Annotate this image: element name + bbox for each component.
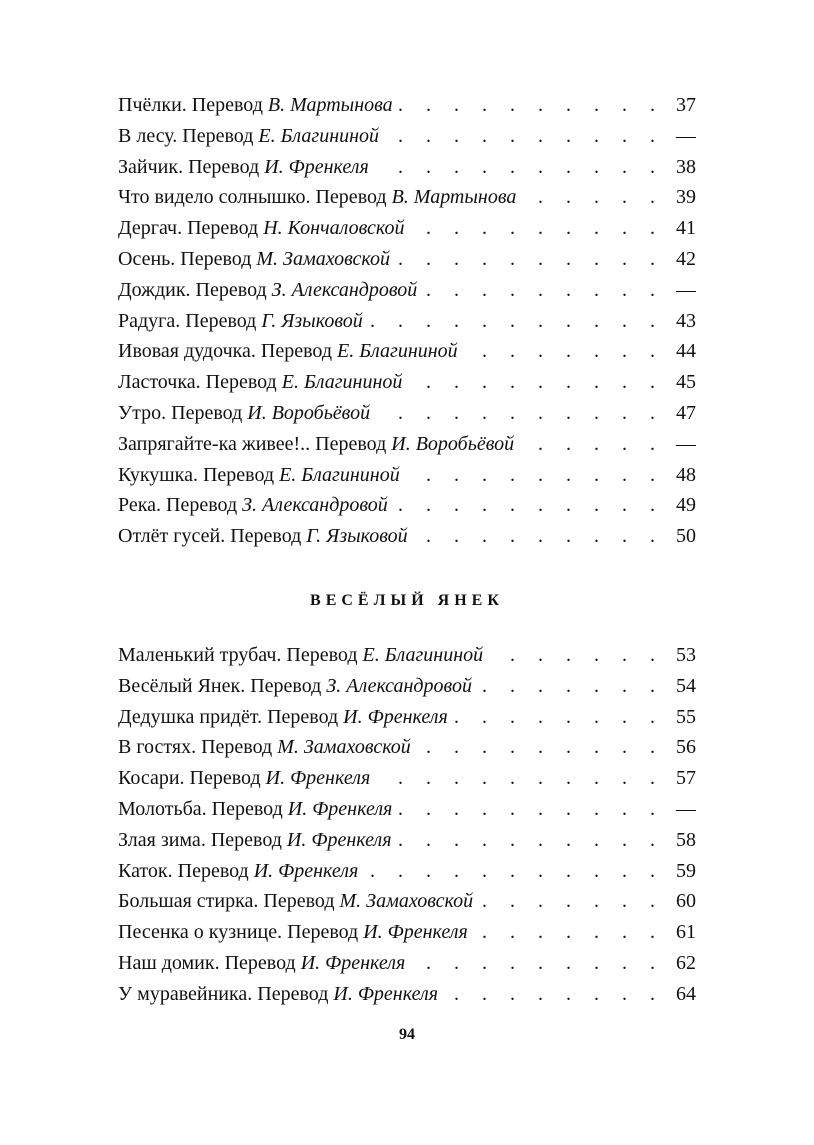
entry-translator: Е. Благининой	[337, 340, 458, 363]
entry-page: 38	[676, 155, 696, 178]
entry-title	[118, 306, 363, 337]
entry-work-title: Ивовая дудочка. Перевод	[118, 340, 338, 363]
toc-entry	[118, 794, 696, 825]
entry-title	[118, 182, 516, 213]
entry-translator: И. Воробьёвой	[247, 401, 371, 424]
toc-entry	[118, 825, 696, 856]
entry-translator: И. Воробьёвой	[391, 432, 515, 455]
entry-work-title: Утро. Перевод	[118, 401, 248, 424]
entry-page: 44	[676, 340, 696, 363]
toc-entry	[118, 429, 696, 460]
entry-title	[118, 640, 483, 671]
entry-translator: З. Александровой	[326, 674, 472, 697]
entry-translator: М. Замаховской	[339, 890, 474, 913]
entry-title	[118, 244, 390, 275]
entry-title	[118, 121, 379, 152]
entry-page: 48	[676, 463, 696, 486]
dot-leader	[364, 856, 664, 887]
entry-page: 62	[676, 951, 696, 974]
toc-entry	[118, 460, 696, 491]
entry-work-title: Кукушка. Перевод	[118, 463, 280, 486]
entry-work-title: Ласточка. Перевод	[118, 371, 282, 394]
entry-translator: И. Френкеля	[343, 705, 448, 728]
entry-title	[118, 152, 369, 183]
entry-page: 39	[676, 186, 696, 209]
entry-title	[118, 948, 405, 979]
entry-translator: М. Замаховской	[277, 736, 411, 759]
toc-entry	[118, 917, 696, 948]
entry-translator: Н. Кончаловской	[263, 217, 405, 240]
entry-title	[118, 398, 370, 429]
entry-translator: Е. Благининой	[362, 643, 484, 666]
entry-page: 41	[676, 217, 696, 240]
entry-page: 49	[676, 494, 696, 517]
entry-work-title: У муравейника. Перевод	[118, 982, 334, 1005]
entry-title	[118, 702, 448, 733]
section-heading: ВЕСЁЛЫЙ ЯНЕК	[310, 591, 504, 609]
dot-leader	[411, 948, 664, 979]
entry-title	[118, 763, 370, 794]
entry-page: 54	[676, 674, 696, 697]
entry-translator: В. Мартынова	[267, 94, 393, 116]
dot-leader	[369, 306, 664, 337]
toc-entry	[118, 213, 696, 244]
dot-leader	[522, 182, 664, 213]
toc-entry	[118, 521, 696, 552]
entry-translator: З. Александровой	[271, 278, 418, 301]
table-of-contents	[118, 90, 696, 1010]
dot-leader	[399, 90, 664, 121]
toc-entry	[118, 121, 696, 152]
entry-work-title: В гостях. Перевод	[118, 736, 278, 759]
dot-leader	[489, 640, 664, 671]
toc-section-2	[118, 640, 696, 1010]
toc-entry	[118, 640, 696, 671]
dot-leader	[398, 825, 664, 856]
toc-entry	[118, 182, 696, 213]
toc-entry	[118, 90, 696, 121]
entry-title	[118, 429, 514, 460]
entry-translator: И. Френкеля	[264, 155, 369, 178]
entry-translator: И. Френкеля	[286, 828, 392, 851]
dot-leader	[394, 490, 664, 521]
entry-page: —	[676, 432, 696, 455]
entry-work-title: Маленький трубач. Перевод	[118, 643, 363, 666]
dot-leader	[385, 121, 664, 152]
entry-page: 64	[676, 982, 696, 1005]
entry-page: 47	[676, 401, 696, 424]
toc-entry	[118, 367, 696, 398]
entry-translator: И. Френкеля	[265, 767, 371, 790]
entry-translator: Е. Благининой	[258, 124, 380, 147]
entry-page: 57	[676, 767, 696, 790]
dot-leader	[398, 794, 664, 825]
dot-leader	[423, 275, 664, 306]
entry-page: 50	[676, 525, 696, 548]
toc-entry	[118, 763, 696, 794]
dot-leader	[414, 521, 664, 552]
entry-work-title: Что видело солнышко. Перевод	[118, 186, 392, 209]
dot-leader	[454, 702, 664, 733]
entry-work-title: Река. Перевод	[118, 494, 243, 517]
entry-work-title: Пчёлки. Перевод	[118, 94, 268, 116]
entry-page: 58	[676, 828, 696, 851]
dot-leader	[520, 429, 664, 460]
entry-translator: И. Френкеля	[363, 921, 468, 944]
entry-title	[118, 794, 392, 825]
toc-entry	[118, 979, 696, 1010]
dot-leader	[444, 979, 664, 1010]
dot-leader	[408, 367, 664, 398]
toc-entry	[118, 336, 696, 367]
dot-leader	[474, 917, 664, 948]
entry-work-title: Отлёт гусей. Перевод	[118, 525, 307, 548]
dot-leader	[376, 763, 664, 794]
entry-page: 55	[676, 705, 696, 728]
entry-translator: Е. Благининой	[279, 463, 400, 486]
toc-section-1	[118, 90, 696, 552]
entry-title	[118, 732, 411, 763]
entry-translator: М. Замаховской	[256, 247, 390, 270]
entry-work-title: Косари. Перевод	[118, 767, 266, 790]
entry-title	[118, 886, 473, 917]
dot-leader	[479, 886, 664, 917]
entry-work-title: Наш домик. Перевод	[118, 951, 301, 974]
entry-page: 61	[676, 921, 696, 944]
dot-leader	[417, 732, 664, 763]
entry-work-title: Дедушка придёт. Перевод	[118, 705, 344, 728]
toc-entry	[118, 671, 696, 702]
entry-work-title: Молотьба. Перевод	[118, 797, 288, 820]
entry-translator: И. Френкеля	[333, 982, 438, 1005]
toc-entry	[118, 856, 696, 887]
entry-title	[118, 336, 458, 367]
entry-title	[118, 213, 405, 244]
toc-entry	[118, 732, 696, 763]
entry-title	[118, 856, 358, 887]
entry-title	[118, 490, 388, 521]
entry-work-title: Дергач. Перевод	[118, 217, 264, 240]
entry-title	[118, 671, 472, 702]
toc-entry	[118, 275, 696, 306]
entry-translator: И. Френкеля	[287, 797, 393, 820]
dot-leader	[375, 152, 664, 183]
entry-page: 53	[676, 643, 696, 666]
toc-entry	[118, 886, 696, 917]
entry-translator: Г. Языковой	[306, 525, 408, 548]
entry-title	[118, 275, 417, 306]
dot-leader	[478, 671, 664, 702]
toc-entry	[118, 948, 696, 979]
entry-work-title: Запрягайте-ка живее!.. Перевод	[118, 432, 392, 455]
entry-title	[118, 460, 400, 491]
entry-title	[118, 825, 392, 856]
toc-entry	[118, 398, 696, 429]
entry-work-title: Злая зима. Перевод	[118, 828, 287, 851]
entry-work-title: Дождик. Перевод	[118, 278, 272, 301]
entry-work-title: Песенка о кузнице. Перевод	[118, 921, 364, 944]
entry-page: 60	[676, 890, 696, 913]
toc-entry	[118, 702, 696, 733]
entry-page: 37	[676, 94, 696, 116]
entry-translator: И. Френкеля	[253, 859, 359, 882]
entry-translator: З. Александровой	[242, 494, 388, 517]
page-number: 94	[399, 1026, 415, 1043]
entry-page: 45	[676, 371, 696, 394]
entry-work-title: Зайчик. Перевод	[118, 155, 265, 178]
entry-work-title: Большая стирка. Перевод	[118, 890, 340, 913]
toc-entry	[118, 490, 696, 521]
entry-translator: Е. Благининой	[281, 371, 403, 394]
dot-leader	[396, 244, 664, 275]
entry-page: —	[676, 278, 696, 301]
dot-leader	[411, 213, 665, 244]
entry-page: —	[676, 124, 696, 147]
entry-title	[118, 521, 408, 552]
dot-leader	[464, 336, 664, 367]
entry-page: 43	[676, 309, 696, 332]
entry-translator: В. Мартынова	[391, 186, 517, 209]
toc-entry	[118, 244, 696, 275]
entry-page: 42	[676, 247, 696, 270]
dot-leader	[406, 460, 664, 491]
entry-translator: Г. Языковой	[261, 309, 363, 332]
entry-title	[118, 917, 468, 948]
entry-title	[118, 979, 438, 1010]
entry-work-title: Весёлый Янек. Перевод	[118, 674, 327, 697]
entry-work-title: Каток. Перевод	[118, 859, 254, 882]
entry-work-title: Радуга. Перевод	[118, 309, 262, 332]
entry-page: —	[676, 797, 696, 820]
entry-work-title: Осень. Перевод	[118, 247, 257, 270]
entry-title	[118, 367, 402, 398]
entry-page: 59	[676, 859, 696, 882]
entry-translator: И. Френкеля	[300, 951, 406, 974]
entry-work-title: В лесу. Перевод	[118, 124, 259, 147]
toc-entry	[118, 152, 696, 183]
entry-title	[118, 90, 393, 121]
entry-page: 56	[676, 736, 696, 759]
toc-entry	[118, 306, 696, 337]
dot-leader	[376, 398, 664, 429]
